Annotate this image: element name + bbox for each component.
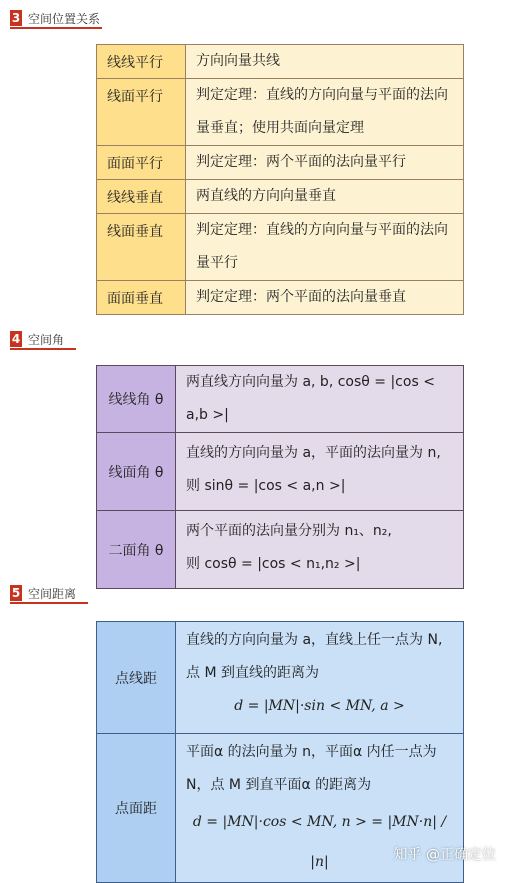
content-line: N，点 M 到直平面α 的距离为 — [186, 777, 372, 793]
row-content: 判定定理：直线的方向向量与平面的法向量垂直；使用共面向量定理 — [186, 79, 464, 146]
content-line: 则 sinθ = |cos < a,n >| — [186, 478, 346, 494]
row-content — [176, 366, 464, 433]
row-content — [176, 622, 464, 734]
table-row — [97, 433, 464, 511]
space-angle-table — [96, 365, 464, 589]
table-row — [97, 146, 464, 180]
section-number: 5 — [11, 586, 21, 600]
row-label: 面面垂直 — [97, 281, 186, 315]
row-label: 面面平行 — [97, 146, 186, 180]
section-underline — [10, 348, 76, 350]
section-header-5 — [10, 583, 76, 603]
section-header-3 — [10, 8, 100, 28]
content-line: 直线的方向向量为 a，直线上任一点为 N, — [186, 632, 443, 648]
row-content: 判定定理：两个平面的法向量平行 — [186, 146, 464, 180]
table-row — [97, 180, 464, 214]
section-title: 空间位置关系 — [28, 11, 101, 26]
row-label: 线线平行 — [97, 45, 186, 79]
row-content: 方向向量共线 — [186, 45, 464, 79]
row-content — [176, 433, 464, 511]
row-content: 两直线的方向向量垂直 — [186, 180, 464, 214]
content-line: 直线的方向向量为 a，平面的法向量为 n, — [186, 445, 441, 461]
content-line: 则 cosθ = |cos < n₁,n₂ >| — [186, 556, 361, 572]
section-underline — [10, 602, 88, 604]
section-header-4 — [10, 329, 64, 349]
section-number: 3 — [11, 11, 21, 25]
section-title: 空间角 — [28, 332, 65, 347]
table-row — [97, 511, 464, 589]
section-number: 4 — [11, 332, 21, 346]
content-line: 两直线方向向量为 a, b, cosθ = |cos < a,b >| — [186, 374, 435, 423]
content-line: 平面α 的法向量为 n，平面α 内任一点为 — [186, 744, 437, 760]
row-label: 二面角 θ — [97, 511, 176, 589]
content-line: 点 M 到直线的距离为 — [186, 665, 319, 681]
row-content: 判定定理：直线的方向向量与平面的法向量平行 — [186, 214, 464, 281]
content-line: 两个平面的法向量分别为 n₁、n₂, — [186, 523, 392, 539]
distance-formula: d = |MN|·sin < MN, a > — [234, 698, 405, 714]
row-label: 点线距 — [97, 622, 176, 734]
table-row — [97, 79, 464, 146]
table-row — [97, 622, 464, 734]
watermark: 知乎 @正确定位 — [393, 847, 496, 863]
row-content — [176, 511, 464, 589]
section-title: 空间距离 — [28, 586, 77, 601]
section-underline — [10, 27, 102, 29]
row-content: 判定定理：两个平面的法向量垂直 — [186, 281, 464, 315]
table-row — [97, 45, 464, 79]
row-label: 线面平行 — [97, 79, 186, 146]
table-row — [97, 366, 464, 433]
row-label: 线面垂直 — [97, 214, 186, 281]
table-row — [97, 281, 464, 315]
row-label: 线线角 θ — [97, 366, 176, 433]
row-label: 线线垂直 — [97, 180, 186, 214]
row-label: 点面距 — [97, 734, 176, 883]
row-label: 线面角 θ — [97, 433, 176, 511]
table-row — [97, 214, 464, 281]
distance-formula: d = |MN|·cos < MN, n > = |MN·n| / |n| — [192, 814, 447, 870]
positional-relation-table — [96, 44, 464, 315]
